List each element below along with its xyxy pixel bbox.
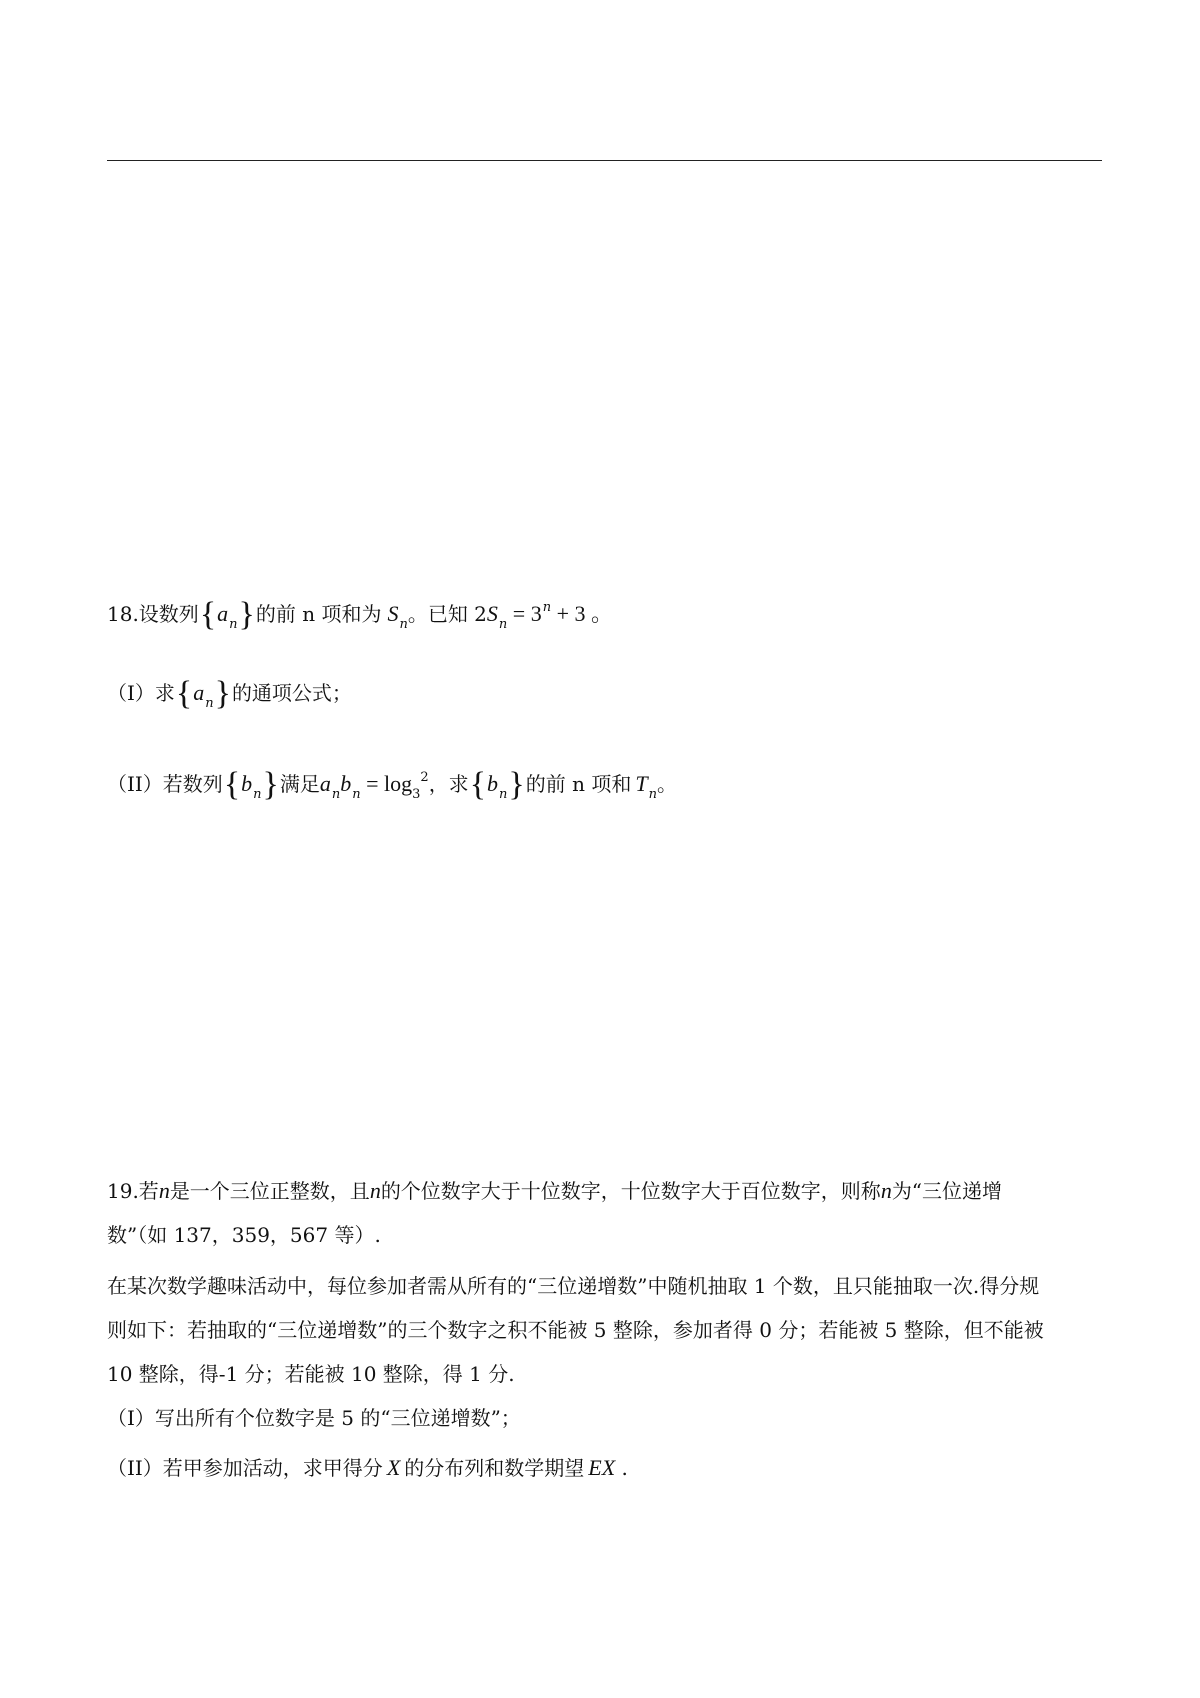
left-brace: { <box>223 766 241 803</box>
q19-rules-line1: 在某次数学趣味活动中，每位参加者需从所有的“三位递增数”中随机抽取 1 个数，且只能抽取一次.得分规 <box>107 1274 1040 1298</box>
q19-statement <box>107 1169 1097 1257</box>
right-brace: } <box>508 766 525 803</box>
left-brace: { <box>175 675 193 712</box>
header-rule <box>107 160 1102 161</box>
q19-part2: （II）若甲参加活动，求甲得分 X 的分布列和数学期望 EX . <box>107 1455 628 1480</box>
left-brace: { <box>469 766 487 803</box>
right-brace: } <box>214 675 231 712</box>
q19-part1: （I）写出所有个位数字是 5 的“三位递增数”； <box>107 1406 521 1430</box>
q18-statement: 18.设数列$\{a_n\}$的前 n 项和为 $S_n$。已知 $2S_n = 3^n + 3$ 。 <box>107 596 614 633</box>
right-brace: } <box>238 596 255 633</box>
q19-rules-line2: 则如下：若抽取的“三位递增数”的三个数字之积不能被 5 整除，参加者得 0 分；若能被 5 整除，但不能被 <box>107 1318 1044 1342</box>
q18-part2: （II）若数列$\{b_n\}$满足$a_nb_n = \log_3^2$，求$\{b_n\}$的前 n 项和 $T_n$。 <box>107 766 677 803</box>
q19-rules <box>107 1264 1097 1396</box>
q19-line1: 19.若n是一个三位正整数，且n的个位数字大于十位数字，十位数字大于百位数字，则称n为“三位递增 <box>107 1178 1003 1203</box>
left-brace: { <box>199 596 217 633</box>
q18-part1: （I）求$\{a_n\}$的通项公式； <box>107 675 352 712</box>
right-brace: } <box>262 766 279 803</box>
q19-line2: 数”（如 137，359，567 等）. <box>107 1223 381 1247</box>
q19-rules-line3: 10 整除，得-1 分；若能被 10 整除，得 1 分. <box>107 1362 515 1386</box>
